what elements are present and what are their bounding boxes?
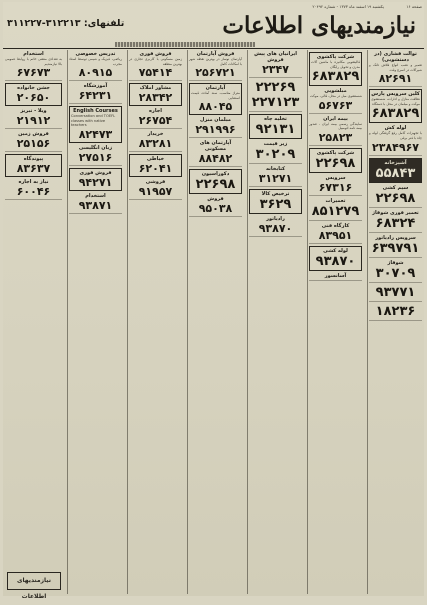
ad-phone: ۹۲۱۳۱: [255, 122, 296, 137]
column-4: [187, 50, 244, 594]
classified-ad: [249, 216, 302, 237]
classified-ad: [69, 106, 122, 143]
masthead-band: [115, 42, 255, 47]
column-1: [367, 50, 424, 594]
ad-heading: تخلیه چاه: [264, 116, 287, 122]
classified-ad: [129, 131, 182, 152]
ad-heading: بیمه ایران: [323, 115, 348, 122]
ad-heading: خریدار: [147, 131, 164, 138]
ad-phone: ۶۷۶۷۳: [16, 66, 51, 80]
classified-ad: [249, 80, 302, 112]
classified-ad: [249, 166, 302, 187]
ad-phone: ۲۲۶۹۸: [315, 155, 356, 171]
ad-phone: ۸۳۶۳۷: [16, 162, 51, 176]
ad-heading: فروش آپارتمان: [196, 51, 235, 57]
masthead: [3, 10, 424, 49]
ad-heading: شرکت پاکشوی: [316, 149, 355, 156]
classified-ad: [69, 168, 122, 191]
classified-ad: [129, 179, 182, 200]
ad-phone: ۸۰۹۱۵: [78, 66, 113, 80]
ad-heading: ایرانیان های پیش فروش: [254, 51, 297, 63]
ad-phone: ۸۳۲۸۱: [138, 137, 173, 151]
ad-heading: توالت فشاری (در دستشویی): [374, 51, 417, 63]
ad-phone: ۲۲۶۹۸: [375, 190, 416, 206]
ad-heading: تدریس خصوصی: [75, 51, 116, 57]
ad-phone: ۳۰۲۰۹: [255, 147, 296, 162]
ad-heading: دکوراسیون: [201, 171, 230, 178]
ad-heading: آموزشگاه: [83, 83, 108, 90]
ad-text: زمین مسکونی با کاربری تجاری در بهترین منطقه: [129, 57, 182, 66]
ad-phone: ۶۷۳۱۶: [318, 180, 353, 194]
ad-phone: ۶۴۲۳۱: [78, 89, 113, 103]
ad-phone: ۸۲۶۹۱: [378, 72, 413, 86]
ad-phone: ۹۳۸۷۱: [78, 198, 113, 212]
classified-ad: [249, 189, 302, 214]
ad-phone: ۱۸۲۳۶: [375, 303, 416, 319]
ad-heading: فروشی: [145, 179, 166, 186]
ad-phone: ۲۲۶۹۸: [195, 177, 236, 193]
classified-ad: [309, 273, 362, 281]
ad-phone: ۸۸۰۴۵: [198, 100, 233, 114]
ad-phone: ۶۸۳۸۲۹: [311, 69, 360, 85]
ad-heading: سیم کشی: [382, 184, 409, 191]
page-meta: [3, 3, 424, 10]
ad-heading: مبلمان منزل: [199, 117, 231, 124]
ad-heading: English Courses: [73, 108, 118, 115]
ad-heading: کتابخانه: [265, 166, 286, 172]
ad-phone: ۳۱۲۷۱: [258, 172, 293, 185]
ad-phone: ۵۵۸۴۳: [375, 165, 416, 181]
ad-heading: ترخیص کالا: [261, 191, 290, 197]
classified-ad: [69, 83, 122, 104]
masthead-title: نیازمندیهای اطلاعات: [222, 12, 416, 39]
classified-ad: [309, 148, 362, 173]
ad-phone: ۸۸۴۸۲: [198, 152, 233, 166]
ad-heading: مشاور املاک: [139, 85, 172, 92]
classified-ad: [129, 154, 182, 177]
ad-heading: لوله کشی: [323, 247, 348, 254]
ad-phone: ۲۵۱۵۶: [16, 137, 51, 151]
ad-heading: لوله کش: [384, 125, 407, 132]
ad-phone: ۶۳۹۷۹۱: [371, 240, 420, 256]
ad-phone: ۲۹۱۹۹۶: [195, 123, 236, 137]
classified-ad: [129, 83, 182, 106]
classified-ad: [369, 51, 422, 87]
classified-ad: [189, 140, 242, 167]
classified-ad: [369, 235, 422, 258]
ad-heading: جشن خانواده: [17, 85, 50, 92]
ad-heading: رادیاتور: [266, 216, 285, 222]
ad-text: آپارتمان نوساز در بهترین نقطه شهر با امکانات کامل: [189, 57, 242, 66]
ad-phone: ۲۱۹۱۲: [16, 114, 51, 128]
ad-heading: خیاطی: [146, 156, 165, 163]
ad-phone: ۶۸۳۸۲۹: [371, 106, 420, 122]
ad-phone: ۹۳۸۷۰: [315, 253, 356, 269]
classified-ad: [369, 285, 422, 302]
ad-heading: آسانسور: [324, 272, 347, 279]
classified-ad: [369, 260, 422, 283]
classified-ad: [69, 51, 122, 81]
ad-text: متراژ مناسب، سند آماده، قیمت استثنایی: [191, 91, 240, 100]
ad-heading: نیاز به اجاره: [18, 179, 49, 186]
ad-text: نمایندگی رسمی بیمه ایران - صدور بیمه نامه اتومبیل: [309, 121, 362, 131]
column-6: [67, 50, 124, 594]
ad-text: ریاضی، فیزیک و شیمی توسط استاد مجرب: [69, 57, 122, 66]
ad-heading: ویلا - تبریز: [20, 108, 47, 115]
ad-phone: ۳۰۷۰۹: [375, 265, 416, 281]
ad-phone: ۹۳۷۷۱: [375, 284, 416, 300]
ad-heading: کارگاه فنی: [321, 222, 350, 229]
ad-heading: ۲۲۲۶۹: [255, 80, 296, 95]
classified-ad: [309, 52, 362, 86]
ad-text: با تجهیزات کامل رفع گرفتگی لوله و چاه با فنر برقی: [369, 131, 422, 140]
ad-phone: ۹۴۲۷۱: [78, 175, 113, 189]
classified-ad: [5, 51, 62, 81]
ad-phone: ۹۳۸۷۰: [258, 222, 293, 235]
ad-phone: ۲۳۴۷: [262, 63, 289, 76]
ad-text: شستشوی مبل در محل، قالی، موکت: [309, 94, 362, 99]
ad-phone: ۹۱۹۵۷: [138, 185, 173, 199]
page-number: صفحه ۱۶: [406, 4, 422, 9]
classified-ad: [309, 116, 362, 146]
classified-ad: [369, 210, 422, 233]
classified-ad: [69, 193, 122, 214]
classified-ad: [309, 198, 362, 221]
ad-phone: ۲۰۶۵۰: [16, 91, 51, 105]
ad-text: نظافت منازل و ادارات، شستشوی موکت و مبلمان در محل با دستگاه: [371, 97, 420, 106]
classified-ad: [249, 114, 302, 139]
classified-ad: [129, 51, 182, 81]
ad-heading: سرویس: [325, 174, 346, 181]
classified-ad: [69, 145, 122, 166]
ad-heading: آپارتمان: [205, 85, 226, 92]
classified-ad: [369, 185, 422, 208]
ad-phone: ۸۳۹۵۱: [318, 228, 353, 242]
ad-heading: شرکت پاکشوی: [316, 54, 355, 60]
ad-heading: شوفاژ: [387, 259, 404, 266]
ad-phone: ۶۲۰۴۱: [138, 162, 173, 176]
column-5: [127, 50, 184, 594]
ad-heading: فروش فوری: [139, 51, 172, 57]
classified-ad: [369, 89, 422, 123]
ad-text: تعمیر و نصب انواع فلاش تانک و شیرآلات در اسرع وقت: [369, 63, 422, 72]
ad-text: به تعدادی منشی خانم با روابط عمومی بالا نیازمندیم: [5, 57, 62, 66]
classified-ad: [189, 196, 242, 217]
ad-phone: ۲۵۸۲۳: [318, 130, 353, 144]
classified-ad: [369, 125, 422, 155]
column-7: [3, 50, 64, 600]
ad-phone: ۲۲۷۱۲۳: [251, 95, 300, 110]
ad-phone: ۲۳۸۴۹۶۷: [372, 140, 419, 154]
classified-ad: [5, 131, 62, 152]
classified-ad: [309, 223, 362, 244]
ad-phone: ۳۶۲۹: [259, 197, 292, 212]
ad-phone: ۲۵۶۷۲۱: [195, 66, 236, 80]
ad-heading: مبلشویی: [324, 88, 347, 95]
ad-heading: اجاره: [148, 108, 163, 115]
ad-phone: ۵۶۷۶۳: [318, 98, 353, 112]
classified-ad: [5, 108, 62, 129]
classified-ad: [369, 304, 422, 321]
newspaper-page: [3, 2, 424, 600]
classified-ad: [189, 169, 242, 194]
ad-heading: فروش زمین: [18, 131, 49, 138]
classified-ad: [5, 83, 62, 106]
ad-phone: ۲۸۳۴۲: [138, 91, 173, 105]
ad-phone: ۹۵۰۳۸: [198, 202, 233, 216]
ad-phone: ۷۵۴۱۴: [138, 66, 173, 80]
ad-heading: فروش: [207, 196, 224, 203]
ad-heading: تعمیر فوری شوفاژ: [372, 209, 419, 216]
classified-ad: [309, 246, 362, 271]
ad-phone: ۶۸۳۲۴: [375, 215, 416, 231]
ad-heading: سرویس رادیاتور: [375, 234, 416, 241]
classified-ad: [189, 51, 242, 81]
ad-heading: آپارتمان های مسکونی: [199, 140, 232, 153]
classified-ad: [189, 83, 242, 115]
ad-heading: تعمیرات: [325, 197, 346, 204]
classified-ad: [189, 117, 242, 138]
classified-columns: [3, 50, 424, 600]
ad-heading: زبان انگلیسی: [78, 144, 113, 151]
masthead-phone: تلفنهای: ۳۱۲۲۱۳-۳۱۱۲۲۷: [7, 18, 125, 29]
ad-text: قالیشویی مکانیزه با ماشین آلات مدرن و تحویل رایگان: [311, 60, 360, 69]
ad-heading: زیر قیمت: [263, 141, 288, 147]
classified-ad: [309, 175, 362, 196]
ad-heading: استخدام: [85, 192, 106, 199]
issue-date: یکشنبه ۱۹ اسفند ماه ۱۳۷۳ - شماره ۲۰۴۹۲: [312, 4, 384, 9]
classified-ad: [249, 141, 302, 164]
classified-ad: [309, 88, 362, 114]
footer-label: نیازمندیهای اطلاعات: [7, 572, 61, 590]
column-2: [307, 50, 364, 594]
ad-text: Conversation and TOEFL classes with native teachers: [71, 114, 116, 128]
ad-phone: ۸۲۴۷۳: [78, 127, 113, 141]
ad-heading: کلین سرویس پارس: [371, 91, 420, 98]
column-3: [247, 50, 304, 594]
classified-ad: [369, 158, 422, 183]
ad-heading: پیوندگاه: [23, 156, 44, 163]
ad-heading: استخدام: [23, 51, 44, 57]
ad-phone: ۸۵۱۲۷۹: [311, 203, 360, 219]
classified-ad: [5, 179, 62, 200]
ad-phone: ۲۷۵۱۶: [78, 150, 113, 164]
classified-ad: [5, 154, 62, 177]
ad-phone: ۶۰۰۴۶: [16, 185, 51, 199]
ad-heading: آشپزخانه: [384, 159, 407, 166]
classified-ad: [249, 51, 302, 78]
ad-heading: فروش فوری: [79, 169, 112, 176]
classified-ad: [129, 108, 182, 129]
ad-phone: ۲۶۷۵۴: [138, 114, 173, 128]
